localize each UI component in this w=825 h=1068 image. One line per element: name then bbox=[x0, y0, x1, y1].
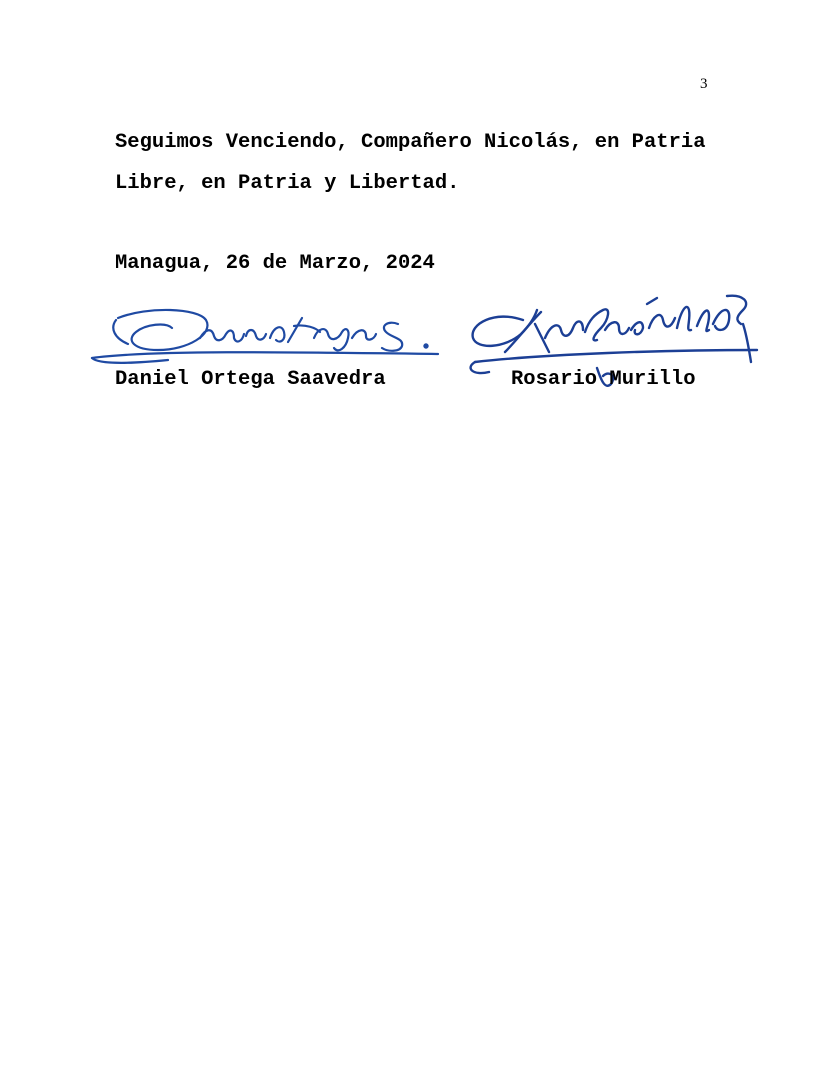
signature-daniel-ortega bbox=[88, 298, 440, 370]
place-date-line: Managua, 26 de Marzo, 2024 bbox=[115, 252, 435, 275]
signer-name-2: Rosario Murillo bbox=[511, 368, 696, 391]
closing-line-2: Libre, en Patria y Libertad. bbox=[115, 172, 460, 195]
signer-name-1: Daniel Ortega Saavedra bbox=[115, 368, 386, 391]
page-number: 3 bbox=[700, 76, 708, 92]
closing-line-1: Seguimos Venciendo, Compañero Nicolás, en Patria bbox=[115, 131, 706, 154]
